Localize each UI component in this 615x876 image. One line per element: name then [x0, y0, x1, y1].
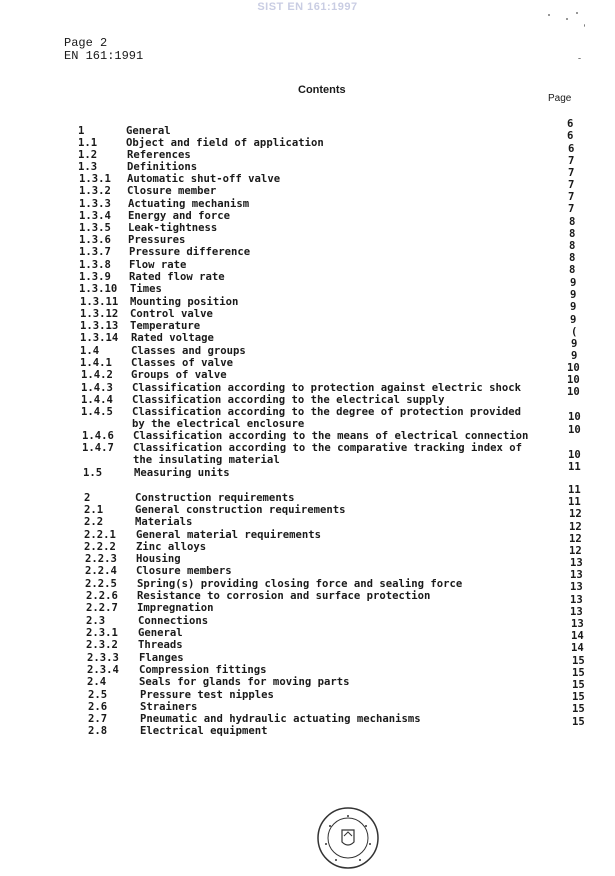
toc-entry-number: 2.5 [88, 689, 108, 701]
toc-page-number: 7 [568, 191, 575, 203]
toc-entry-number: 2.2.3 [85, 553, 117, 565]
toc-entry-number: 1 [78, 125, 85, 137]
toc-page-number: 8 [569, 228, 576, 240]
toc-entry-number: 2.1 [84, 504, 104, 516]
toc-page-number: 7 [568, 155, 575, 167]
toc-page-number: 15 [572, 655, 585, 667]
scan-speck [584, 24, 585, 27]
toc-entry-number: 1.3.2 [79, 185, 111, 197]
toc-entry-title: Pneumatic and hydraulic actuating mechanisms [140, 713, 421, 725]
toc-entry-number: 2.2.5 [85, 578, 117, 590]
toc-entry-title: Strainers [140, 701, 198, 713]
toc-entry-number: 1.3.6 [79, 234, 111, 246]
toc-entry-title: Threads [138, 639, 183, 651]
toc-entry-number: 1.4.5 [81, 406, 113, 418]
toc-page-number: 8 [569, 264, 576, 276]
toc-entry-title: Classes and groups [131, 345, 246, 357]
toc-entry-number: 1.3.11 [80, 296, 119, 308]
toc-page-number: 6 [568, 143, 575, 155]
toc-entry-number: 1.4.2 [81, 369, 113, 381]
scan-speck [566, 18, 568, 20]
toc-page-number: 8 [569, 216, 576, 228]
scan-speck [576, 12, 578, 14]
toc-entry-number: 1.3.1 [79, 173, 111, 185]
toc-entry-title: Connections [138, 615, 209, 627]
toc-entry-number: 1.4.4 [81, 394, 113, 406]
toc-entry-number: 2.2.4 [85, 565, 117, 577]
toc-page-number: 10 [568, 411, 581, 423]
toc-entry-number: 2.3.3 [87, 652, 119, 664]
toc-entry-number: 1.3.14 [80, 332, 119, 344]
toc-page-number: 14 [571, 630, 584, 642]
toc-page-number: 12 [569, 521, 582, 533]
toc-page-number: 6 [567, 118, 574, 130]
toc-entry-title: Closure member [127, 185, 217, 197]
toc-page-number: 10 [567, 362, 580, 374]
toc-entry-title: Actuating mechanism [128, 198, 250, 210]
toc-entry-number: 2.4 [87, 676, 107, 688]
toc-page-number: 9 [571, 350, 578, 362]
toc-entry-number: 2.2.7 [86, 602, 118, 614]
toc-entry-title: Measuring units [134, 467, 230, 479]
toc-entry-title: Classification according to the electrical supply [132, 394, 445, 406]
toc-entry-number: 2.3 [86, 615, 106, 627]
toc-entry-title: General construction requirements [135, 504, 346, 516]
toc-entry-number: 1.3.4 [79, 210, 111, 222]
page-column-heading: Page [548, 93, 572, 104]
toc-entry-number: 2.3.2 [86, 639, 118, 651]
toc-page-number: 7 [568, 179, 575, 191]
toc-entry-title: Groups of valve [131, 369, 227, 381]
toc-entry-number: 1.5 [83, 467, 103, 479]
toc-entry-number: 1.4 [80, 345, 100, 357]
toc-page-number: 13 [570, 594, 583, 606]
toc-entry-number: 1.4.6 [82, 430, 114, 442]
toc-entry-title: Classification according to protection against electric shock [132, 382, 522, 394]
toc-entry-title: Definitions [127, 161, 198, 173]
toc-entry-title: Classes of valve [131, 357, 234, 369]
toc-entry-title: Mounting position [130, 296, 239, 308]
toc-entry-number: 1.4.7 [82, 442, 114, 454]
toc-entry-title: Classification according to the degree of protection provided by the electrical enclosure [132, 406, 522, 430]
toc-page-number: 9 [570, 301, 577, 313]
toc-page-number: 9 [570, 277, 577, 289]
toc-entry-title: Pressures [128, 234, 186, 246]
toc-page-number: 8 [569, 240, 576, 252]
toc-entry-title: Materials [135, 516, 193, 528]
scan-speck [548, 14, 550, 16]
toc-page-number: 10 [568, 449, 581, 461]
toc-page-number: 12 [569, 508, 582, 520]
toc-entry-title: Automatic shut-off valve [127, 173, 281, 185]
toc-page-number: 11 [568, 461, 581, 473]
watermark: SIST EN 161:1997 [257, 1, 358, 13]
toc-entry-title: Zinc alloys [136, 541, 207, 553]
toc-page-number: 15 [572, 679, 585, 691]
toc-entry-number: 2.7 [88, 713, 108, 725]
toc-page-number: 13 [570, 606, 583, 618]
toc-page-number: 6 [567, 130, 574, 142]
toc-entry-title: Energy and force [128, 210, 231, 222]
toc-entry-title: Pressure difference [129, 246, 251, 258]
toc-entry-number: 1.3.5 [79, 222, 111, 234]
toc-entry-number: 1.3.8 [79, 259, 111, 271]
toc-page-number: 12 [569, 545, 582, 557]
page-header [64, 37, 143, 63]
scan-speck [578, 58, 581, 59]
toc-entry-title: Rated flow rate [129, 271, 225, 283]
toc-entry-number: 1.4.3 [81, 382, 113, 394]
toc-entry-number: 2.2.1 [84, 529, 116, 541]
toc-entry-number: 1.3.13 [80, 320, 119, 332]
toc-page-number: 9 [571, 338, 578, 350]
toc-entry-title: Compression fittings [139, 664, 267, 676]
toc-entry-title: General material requirements [136, 529, 321, 541]
toc-page-number: 11 [568, 496, 581, 508]
toc-entry-title: Control valve [130, 308, 213, 320]
page-number-label: Page 2 [64, 36, 108, 50]
toc-entry-number: 1.3.9 [79, 271, 111, 283]
toc-entry-title: Times [130, 283, 162, 295]
toc-entry-number: 2.6 [88, 701, 108, 713]
toc-entry-title: Closure members [136, 565, 232, 577]
toc-entry-number: 1.3.10 [79, 283, 118, 295]
official-seal-stamp [316, 806, 380, 870]
toc-entry-number: 2.3.1 [86, 627, 118, 639]
toc-page-number: ( [571, 326, 578, 338]
toc-entry-title: Flow rate [129, 259, 187, 271]
toc-entry-number: 2 [84, 492, 91, 504]
toc-page-number: 13 [570, 557, 583, 569]
toc-entry-number: 1.2 [78, 149, 98, 161]
toc-entry-number: 1.3.3 [79, 198, 111, 210]
toc-entry-title: Seals for glands for moving parts [139, 676, 350, 688]
toc-entry-title: Classification according to the comparative tracking index of the insulating material [133, 442, 523, 466]
toc-entry-title: Classification according to the means of electrical connection [133, 430, 529, 442]
toc-entry-title: Pressure test nipples [140, 689, 274, 701]
toc-entry-title: Spring(s) providing closing force and sealing force [137, 578, 463, 590]
toc-page-number: 15 [572, 716, 585, 728]
toc-page-number: 7 [568, 203, 575, 215]
page-title: Contents [298, 84, 346, 96]
toc-entry-number: 1.4.1 [80, 357, 112, 369]
toc-page-number: 13 [570, 569, 583, 581]
toc-entry-number: 2.3.4 [87, 664, 119, 676]
toc-page-number: 9 [570, 314, 577, 326]
toc-entry-title: Leak-tightness [128, 222, 218, 234]
toc-entry-title: General [126, 125, 171, 137]
toc-entry-title: Construction requirements [135, 492, 295, 504]
toc-entry-number: 2.2.2 [84, 541, 116, 553]
toc-page-number: 15 [572, 703, 585, 715]
toc-entry-title: Impregnation [137, 602, 214, 614]
toc-entry-number: 1.3 [78, 161, 98, 173]
toc-entry-title: References [127, 149, 191, 161]
toc-page-number: 14 [571, 642, 584, 654]
toc-page-number: 8 [569, 252, 576, 264]
toc-entry-number: 2.8 [88, 725, 108, 737]
toc-entry-number: 1.3.7 [79, 246, 111, 258]
toc-entry-title: Rated voltage [131, 332, 214, 344]
toc-entry-number: 2.2 [84, 516, 104, 528]
toc-entry-title: Object and field of application [126, 137, 324, 149]
toc-page-number: 13 [570, 581, 583, 593]
toc-page-number: 15 [572, 667, 585, 679]
toc-entry-number: 1.3.12 [80, 308, 119, 320]
toc-page-number: 10 [568, 424, 581, 436]
toc-page-number: 15 [572, 691, 585, 703]
toc-entry-number: 2.2.6 [86, 590, 118, 602]
toc-entry-number: 1.1 [78, 137, 98, 149]
standard-label: EN 161:1991 [64, 49, 144, 63]
toc-entry-title: Temperature [130, 320, 201, 332]
toc-page-number: 13 [571, 618, 584, 630]
toc-entry-title: Electrical equipment [140, 725, 268, 737]
toc-entry-title: Resistance to corrosion and surface protection [137, 590, 431, 602]
toc-page-number: 12 [569, 533, 582, 545]
toc-entry-title: General [138, 627, 183, 639]
toc-entry-title: Housing [136, 553, 181, 565]
toc-page-number: 10 [567, 386, 580, 398]
toc-page-number: 7 [568, 167, 575, 179]
toc-page-number: 11 [568, 484, 581, 496]
toc-page-number: 10 [567, 374, 580, 386]
toc-entry-title: Flanges [139, 652, 184, 664]
toc-page-number: 9 [570, 289, 577, 301]
